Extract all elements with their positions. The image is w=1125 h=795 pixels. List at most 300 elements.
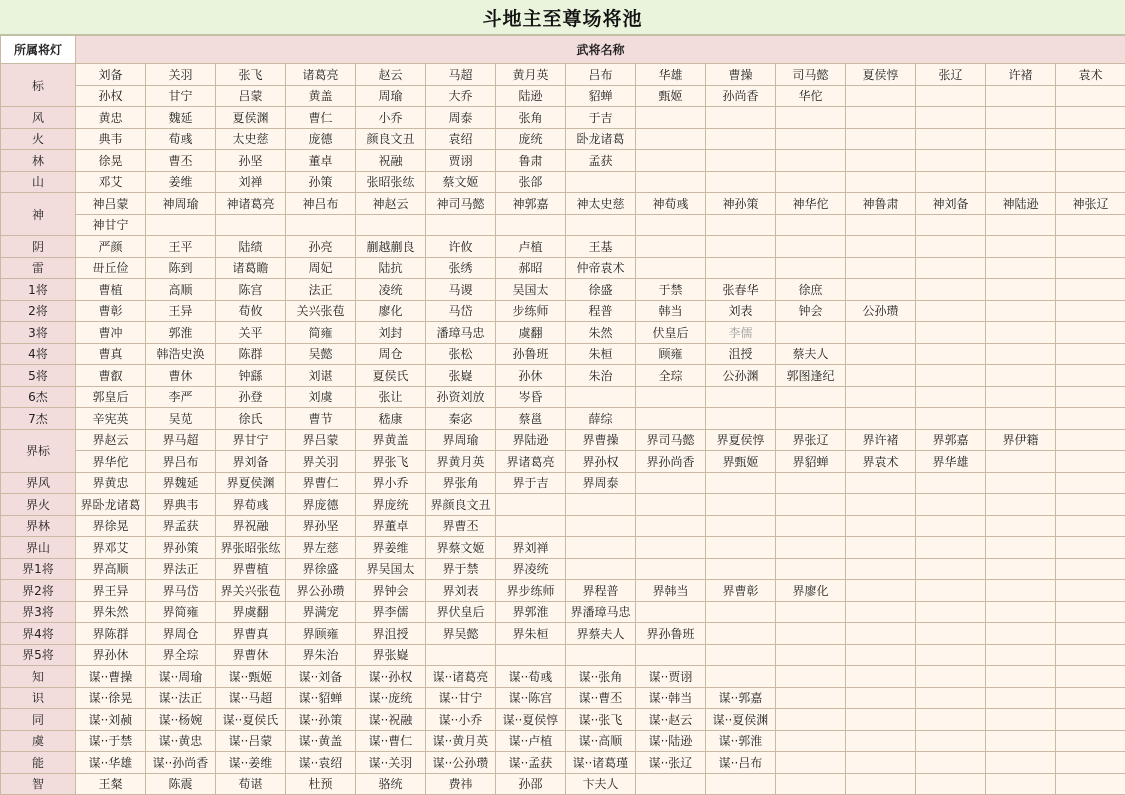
hero-cell[interactable] <box>1056 343 1125 365</box>
hero-cell[interactable]: 谋··曹操 <box>76 666 146 688</box>
hero-cell[interactable] <box>426 644 496 666</box>
hero-cell[interactable]: 谋··卢植 <box>496 730 566 752</box>
hero-cell[interactable]: 谋··夏侯惇 <box>496 709 566 731</box>
hero-cell[interactable] <box>566 515 636 537</box>
hero-cell[interactable] <box>706 128 776 150</box>
hero-cell[interactable]: 严颜 <box>76 236 146 258</box>
hero-cell[interactable] <box>916 214 986 236</box>
hero-cell[interactable]: 界郭嘉 <box>916 429 986 451</box>
hero-cell[interactable] <box>916 752 986 774</box>
hero-cell[interactable]: 周妃 <box>286 257 356 279</box>
hero-cell[interactable]: 韩浩史涣 <box>146 343 216 365</box>
hero-cell[interactable] <box>1056 279 1125 301</box>
hero-cell[interactable] <box>776 537 846 559</box>
hero-cell[interactable] <box>776 773 846 795</box>
hero-cell[interactable]: 曹仁 <box>286 107 356 129</box>
hero-cell[interactable]: 界周仓 <box>146 623 216 645</box>
hero-cell[interactable]: 张绣 <box>426 257 496 279</box>
hero-cell[interactable]: 谋··夏侯渊 <box>706 709 776 731</box>
hero-cell[interactable] <box>1056 709 1125 731</box>
category-cell[interactable]: 神 <box>1 193 76 236</box>
hero-cell[interactable]: 界高顺 <box>76 558 146 580</box>
column-header-category[interactable]: 所属将灯 <box>1 36 76 64</box>
hero-cell[interactable]: 秦宓 <box>426 408 496 430</box>
hero-cell[interactable]: 徐晃 <box>76 150 146 172</box>
hero-cell[interactable]: 薛综 <box>566 408 636 430</box>
hero-cell[interactable]: 颜良文丑 <box>356 128 426 150</box>
category-cell[interactable]: 1将 <box>1 279 76 301</box>
hero-cell[interactable]: 界法正 <box>146 558 216 580</box>
hero-cell[interactable] <box>776 128 846 150</box>
hero-cell[interactable]: 神太史慈 <box>566 193 636 215</box>
category-cell[interactable]: 智 <box>1 773 76 795</box>
hero-cell[interactable]: 谋··孟获 <box>496 752 566 774</box>
hero-cell[interactable] <box>986 408 1056 430</box>
hero-cell[interactable]: 卢植 <box>496 236 566 258</box>
hero-cell[interactable]: 曹叡 <box>76 365 146 387</box>
hero-cell[interactable] <box>706 558 776 580</box>
category-cell[interactable]: 界标 <box>1 429 76 472</box>
hero-cell[interactable]: 界黄忠 <box>76 472 146 494</box>
hero-cell[interactable]: 界朱然 <box>76 601 146 623</box>
hero-cell[interactable]: 刘谌 <box>286 365 356 387</box>
hero-cell[interactable]: 刘表 <box>706 300 776 322</box>
hero-cell[interactable] <box>1056 85 1125 107</box>
category-cell[interactable]: 雷 <box>1 257 76 279</box>
hero-cell[interactable]: 谋··华雄 <box>76 752 146 774</box>
hero-cell[interactable] <box>1056 236 1125 258</box>
hero-cell[interactable] <box>986 537 1056 559</box>
hero-cell[interactable] <box>846 171 916 193</box>
hero-cell[interactable]: 谋··甘宁 <box>426 687 496 709</box>
category-cell[interactable]: 界1将 <box>1 558 76 580</box>
category-cell[interactable]: 界风 <box>1 472 76 494</box>
hero-cell[interactable] <box>846 150 916 172</box>
hero-cell[interactable] <box>1056 365 1125 387</box>
hero-cell[interactable]: 界步练师 <box>496 580 566 602</box>
hero-cell[interactable]: 谋··杨婉 <box>146 709 216 731</box>
hero-cell[interactable] <box>846 214 916 236</box>
hero-cell[interactable] <box>986 666 1056 688</box>
hero-cell[interactable]: 界貂蝉 <box>776 451 846 473</box>
hero-cell[interactable] <box>986 107 1056 129</box>
hero-cell[interactable]: 马超 <box>426 64 496 86</box>
hero-cell[interactable] <box>1056 773 1125 795</box>
hero-cell[interactable]: 谋··荀彧 <box>496 666 566 688</box>
hero-cell[interactable]: 界周瑜 <box>426 429 496 451</box>
hero-cell[interactable]: 界魏延 <box>146 472 216 494</box>
hero-cell[interactable]: 关兴张苞 <box>286 300 356 322</box>
hero-cell[interactable] <box>986 300 1056 322</box>
hero-cell[interactable]: 吴懿 <box>286 343 356 365</box>
hero-cell[interactable] <box>846 558 916 580</box>
hero-cell[interactable] <box>916 644 986 666</box>
hero-cell[interactable]: 孙休 <box>496 365 566 387</box>
hero-cell[interactable]: 界刘备 <box>216 451 286 473</box>
hero-cell[interactable] <box>776 666 846 688</box>
hero-cell[interactable] <box>776 709 846 731</box>
hero-cell[interactable]: 界诸葛亮 <box>496 451 566 473</box>
hero-cell[interactable] <box>1056 322 1125 344</box>
hero-cell[interactable]: 貂蝉 <box>566 85 636 107</box>
hero-cell[interactable]: 界袁术 <box>846 451 916 473</box>
hero-cell[interactable]: 华佗 <box>776 85 846 107</box>
hero-cell[interactable]: 陈到 <box>146 257 216 279</box>
hero-cell[interactable]: 界典韦 <box>146 494 216 516</box>
hero-cell[interactable]: 界孙鲁班 <box>636 623 706 645</box>
hero-cell[interactable]: 谋··陆逊 <box>636 730 706 752</box>
hero-cell[interactable]: 徐庶 <box>776 279 846 301</box>
hero-cell[interactable] <box>916 386 986 408</box>
hero-cell[interactable]: 界陆逊 <box>496 429 566 451</box>
hero-cell[interactable]: 界孙策 <box>146 537 216 559</box>
hero-cell[interactable] <box>916 472 986 494</box>
hero-cell[interactable]: 界吴懿 <box>426 623 496 645</box>
hero-cell[interactable]: 界公孙瓒 <box>286 580 356 602</box>
hero-cell[interactable] <box>846 107 916 129</box>
hero-cell[interactable]: 谋··关羽 <box>356 752 426 774</box>
hero-cell[interactable] <box>916 257 986 279</box>
hero-cell[interactable] <box>916 601 986 623</box>
category-cell[interactable]: 能 <box>1 752 76 774</box>
hero-cell[interactable] <box>636 171 706 193</box>
hero-cell[interactable]: 界吕蒙 <box>286 429 356 451</box>
hero-cell[interactable]: 华雄 <box>636 64 706 86</box>
hero-cell[interactable]: 界周泰 <box>566 472 636 494</box>
hero-cell[interactable]: 伏皇后 <box>636 322 706 344</box>
hero-cell[interactable] <box>566 537 636 559</box>
hero-cell[interactable]: 谋··貂蝉 <box>286 687 356 709</box>
hero-cell[interactable]: 刘禅 <box>216 171 286 193</box>
hero-cell[interactable]: 夏侯氏 <box>356 365 426 387</box>
hero-cell[interactable]: 张郃 <box>496 171 566 193</box>
hero-cell[interactable]: 界张嶷 <box>356 644 426 666</box>
hero-cell[interactable]: 谋··公孙瓒 <box>426 752 496 774</box>
hero-cell[interactable]: 陈群 <box>216 343 286 365</box>
hero-cell[interactable] <box>776 752 846 774</box>
category-cell[interactable]: 3将 <box>1 322 76 344</box>
hero-cell[interactable]: 谋··高顺 <box>566 730 636 752</box>
hero-cell[interactable]: 神赵云 <box>356 193 426 215</box>
hero-cell[interactable] <box>1056 623 1125 645</box>
hero-cell[interactable] <box>986 752 1056 774</box>
hero-cell[interactable]: 界陈群 <box>76 623 146 645</box>
hero-cell[interactable]: 界张昭张纮 <box>216 537 286 559</box>
hero-cell[interactable] <box>916 709 986 731</box>
hero-cell[interactable] <box>636 128 706 150</box>
hero-cell[interactable]: 周仓 <box>356 343 426 365</box>
hero-cell[interactable]: 全琮 <box>636 365 706 387</box>
hero-cell[interactable] <box>496 515 566 537</box>
hero-cell[interactable]: 界全琮 <box>146 644 216 666</box>
hero-cell[interactable] <box>846 343 916 365</box>
hero-cell[interactable] <box>1056 386 1125 408</box>
hero-cell[interactable] <box>846 472 916 494</box>
hero-cell[interactable]: 廖化 <box>356 300 426 322</box>
hero-cell[interactable]: 钟会 <box>776 300 846 322</box>
hero-cell[interactable]: 界韩当 <box>636 580 706 602</box>
hero-cell[interactable]: 神周瑜 <box>146 193 216 215</box>
hero-cell[interactable]: 界蔡夫人 <box>566 623 636 645</box>
hero-cell[interactable]: 孙登 <box>216 386 286 408</box>
hero-cell[interactable] <box>916 623 986 645</box>
hero-cell[interactable]: 谋··郭嘉 <box>706 687 776 709</box>
hero-cell[interactable]: 周瑜 <box>356 85 426 107</box>
hero-cell[interactable]: 祝融 <box>356 150 426 172</box>
hero-cell[interactable] <box>916 687 986 709</box>
hero-cell[interactable]: 界夏侯渊 <box>216 472 286 494</box>
hero-cell[interactable]: 朱然 <box>566 322 636 344</box>
hero-cell[interactable]: 高顺 <box>146 279 216 301</box>
hero-cell[interactable]: 谋··庞统 <box>356 687 426 709</box>
hero-cell[interactable]: 界蔡文姬 <box>426 537 496 559</box>
hero-cell[interactable] <box>846 128 916 150</box>
hero-cell[interactable]: 界于禁 <box>426 558 496 580</box>
hero-cell[interactable]: 神甘宁 <box>76 214 146 236</box>
hero-cell[interactable]: 界朱治 <box>286 644 356 666</box>
category-cell[interactable]: 4将 <box>1 343 76 365</box>
hero-cell[interactable]: 郭淮 <box>146 322 216 344</box>
hero-cell[interactable] <box>706 515 776 537</box>
hero-cell[interactable]: 于吉 <box>566 107 636 129</box>
hero-cell[interactable] <box>986 580 1056 602</box>
hero-cell[interactable] <box>846 236 916 258</box>
hero-cell[interactable] <box>636 150 706 172</box>
hero-cell[interactable]: 界程普 <box>566 580 636 602</box>
hero-cell[interactable]: 李严 <box>146 386 216 408</box>
hero-cell[interactable]: 陆绩 <box>216 236 286 258</box>
hero-cell[interactable] <box>1056 644 1125 666</box>
hero-cell[interactable] <box>986 236 1056 258</box>
hero-cell[interactable] <box>846 257 916 279</box>
hero-cell[interactable] <box>986 730 1056 752</box>
hero-cell[interactable] <box>986 257 1056 279</box>
hero-cell[interactable]: 孙亮 <box>286 236 356 258</box>
hero-cell[interactable] <box>846 623 916 645</box>
hero-cell[interactable]: 陆抗 <box>356 257 426 279</box>
hero-cell[interactable]: 界曹仁 <box>286 472 356 494</box>
hero-cell[interactable] <box>706 537 776 559</box>
hero-cell[interactable]: 谋··韩当 <box>636 687 706 709</box>
hero-cell[interactable]: 界张飞 <box>356 451 426 473</box>
hero-cell[interactable] <box>636 537 706 559</box>
hero-cell[interactable]: 岑昏 <box>496 386 566 408</box>
hero-cell[interactable] <box>1056 730 1125 752</box>
hero-cell[interactable]: 谋··郭淮 <box>706 730 776 752</box>
hero-cell[interactable] <box>916 107 986 129</box>
hero-cell[interactable]: 张让 <box>356 386 426 408</box>
hero-cell[interactable]: 界虞翻 <box>216 601 286 623</box>
hero-cell[interactable] <box>706 494 776 516</box>
hero-cell[interactable]: 界荀彧 <box>216 494 286 516</box>
hero-cell[interactable] <box>846 537 916 559</box>
hero-cell[interactable] <box>986 601 1056 623</box>
hero-cell[interactable]: 谋··小乔 <box>426 709 496 731</box>
hero-cell[interactable]: 吴苋 <box>146 408 216 430</box>
hero-cell[interactable]: 荀攸 <box>216 300 286 322</box>
hero-cell[interactable]: 界吕布 <box>146 451 216 473</box>
hero-cell[interactable]: 程普 <box>566 300 636 322</box>
hero-cell[interactable] <box>706 644 776 666</box>
hero-cell[interactable]: 界姜维 <box>356 537 426 559</box>
hero-cell[interactable]: 董卓 <box>286 150 356 172</box>
hero-cell[interactable] <box>986 644 1056 666</box>
hero-cell[interactable] <box>986 472 1056 494</box>
hero-cell[interactable] <box>1056 150 1125 172</box>
hero-cell[interactable] <box>776 322 846 344</box>
hero-cell[interactable] <box>706 773 776 795</box>
hero-cell[interactable]: 孙鲁班 <box>496 343 566 365</box>
hero-cell[interactable] <box>1056 687 1125 709</box>
hero-cell[interactable] <box>986 515 1056 537</box>
category-cell[interactable]: 界山 <box>1 537 76 559</box>
hero-cell[interactable]: 谋··徐晃 <box>76 687 146 709</box>
hero-cell[interactable]: 庞德 <box>286 128 356 150</box>
hero-cell[interactable] <box>986 279 1056 301</box>
category-cell[interactable]: 5将 <box>1 365 76 387</box>
hero-cell[interactable]: 谋··曹仁 <box>356 730 426 752</box>
category-cell[interactable]: 界林 <box>1 515 76 537</box>
hero-cell[interactable]: 界李儒 <box>356 601 426 623</box>
hero-cell[interactable] <box>846 515 916 537</box>
hero-cell[interactable]: 界潘璋马忠 <box>566 601 636 623</box>
column-header-hero-names[interactable]: 武将名称 <box>76 36 1125 64</box>
hero-cell[interactable]: 界邓艾 <box>76 537 146 559</box>
hero-cell[interactable]: 界卧龙诸葛 <box>76 494 146 516</box>
hero-cell[interactable]: 孟获 <box>566 150 636 172</box>
hero-cell[interactable] <box>916 365 986 387</box>
hero-cell[interactable]: 谋··吕布 <box>706 752 776 774</box>
hero-cell[interactable]: 王平 <box>146 236 216 258</box>
hero-cell[interactable]: 夏侯惇 <box>846 64 916 86</box>
hero-cell[interactable] <box>916 666 986 688</box>
hero-cell[interactable] <box>776 236 846 258</box>
hero-cell[interactable] <box>1056 666 1125 688</box>
hero-cell[interactable]: 谋··祝融 <box>356 709 426 731</box>
hero-cell[interactable]: 步练师 <box>496 300 566 322</box>
hero-cell[interactable]: 孙策 <box>286 171 356 193</box>
hero-cell[interactable]: 韩当 <box>636 300 706 322</box>
category-cell[interactable]: 识 <box>1 687 76 709</box>
hero-cell[interactable]: 谋··诸葛瑾 <box>566 752 636 774</box>
hero-cell[interactable] <box>846 709 916 731</box>
hero-cell[interactable]: 神诸葛亮 <box>216 193 286 215</box>
hero-cell[interactable] <box>776 214 846 236</box>
hero-cell[interactable]: 黄月英 <box>496 64 566 86</box>
hero-cell[interactable] <box>846 773 916 795</box>
hero-cell[interactable]: 谋··马超 <box>216 687 286 709</box>
hero-cell[interactable]: 神司马懿 <box>426 193 496 215</box>
hero-cell[interactable]: 郭图逢纪 <box>776 365 846 387</box>
hero-cell[interactable]: 界孙休 <box>76 644 146 666</box>
hero-cell[interactable]: 神刘备 <box>916 193 986 215</box>
hero-cell[interactable]: 谋··法正 <box>146 687 216 709</box>
hero-cell[interactable]: 谋··周瑜 <box>146 666 216 688</box>
hero-cell[interactable]: 界曹真 <box>216 623 286 645</box>
hero-cell[interactable]: 界夏侯惇 <box>706 429 776 451</box>
hero-cell[interactable] <box>566 558 636 580</box>
category-cell[interactable]: 同 <box>1 709 76 731</box>
hero-cell[interactable]: 孙坚 <box>216 150 286 172</box>
hero-cell[interactable]: 典韦 <box>76 128 146 150</box>
hero-cell[interactable]: 曹植 <box>76 279 146 301</box>
hero-cell[interactable] <box>566 214 636 236</box>
hero-cell[interactable] <box>916 236 986 258</box>
hero-cell[interactable] <box>916 150 986 172</box>
hero-cell[interactable] <box>916 494 986 516</box>
hero-cell[interactable] <box>636 386 706 408</box>
hero-cell[interactable]: 界顾雍 <box>286 623 356 645</box>
hero-cell[interactable]: 界董卓 <box>356 515 426 537</box>
hero-cell[interactable]: 界王异 <box>76 580 146 602</box>
hero-cell[interactable] <box>776 644 846 666</box>
hero-cell[interactable]: 谋··夏侯氏 <box>216 709 286 731</box>
hero-cell[interactable]: 界孟获 <box>146 515 216 537</box>
hero-cell[interactable] <box>776 107 846 129</box>
hero-cell[interactable]: 界关羽 <box>286 451 356 473</box>
category-cell[interactable]: 界4将 <box>1 623 76 645</box>
hero-cell[interactable]: 郝昭 <box>496 257 566 279</box>
hero-cell[interactable]: 界曹彰 <box>706 580 776 602</box>
hero-cell[interactable] <box>776 150 846 172</box>
hero-cell[interactable]: 谋··刘赪 <box>76 709 146 731</box>
hero-cell[interactable] <box>846 365 916 387</box>
hero-cell[interactable]: 孙权 <box>76 85 146 107</box>
hero-cell[interactable] <box>986 171 1056 193</box>
hero-cell[interactable]: 曹彰 <box>76 300 146 322</box>
hero-cell[interactable]: 神吕布 <box>286 193 356 215</box>
hero-cell[interactable] <box>986 558 1056 580</box>
hero-cell[interactable] <box>846 494 916 516</box>
hero-cell[interactable]: 姜维 <box>146 171 216 193</box>
hero-cell[interactable] <box>1056 300 1125 322</box>
hero-cell[interactable] <box>496 644 566 666</box>
hero-cell[interactable] <box>846 85 916 107</box>
hero-cell[interactable] <box>706 150 776 172</box>
hero-cell[interactable] <box>706 623 776 645</box>
hero-cell[interactable]: 谋··孙尚香 <box>146 752 216 774</box>
hero-cell[interactable] <box>1056 601 1125 623</box>
hero-cell[interactable] <box>986 687 1056 709</box>
category-cell[interactable]: 风 <box>1 107 76 129</box>
hero-cell[interactable]: 谋··黄忠 <box>146 730 216 752</box>
hero-cell[interactable]: 蔡邕 <box>496 408 566 430</box>
hero-cell[interactable] <box>916 537 986 559</box>
hero-cell[interactable]: 界徐盛 <box>286 558 356 580</box>
hero-cell[interactable]: 界伏皇后 <box>426 601 496 623</box>
hero-cell[interactable]: 界关兴张苞 <box>216 580 286 602</box>
hero-cell[interactable] <box>636 257 706 279</box>
hero-cell[interactable]: 界司马懿 <box>636 429 706 451</box>
hero-cell[interactable]: 仲帝袁术 <box>566 257 636 279</box>
hero-cell[interactable] <box>1056 107 1125 129</box>
hero-cell[interactable] <box>706 386 776 408</box>
hero-cell[interactable]: 界庞德 <box>286 494 356 516</box>
hero-cell[interactable]: 孙资刘放 <box>426 386 496 408</box>
hero-cell[interactable]: 谋··甄姬 <box>216 666 286 688</box>
category-cell[interactable]: 6杰 <box>1 386 76 408</box>
hero-cell[interactable] <box>916 171 986 193</box>
hero-cell[interactable] <box>496 494 566 516</box>
hero-cell[interactable] <box>986 623 1056 645</box>
hero-cell[interactable]: 界曹休 <box>216 644 286 666</box>
hero-cell[interactable] <box>986 773 1056 795</box>
hero-cell[interactable]: 张松 <box>426 343 496 365</box>
hero-cell[interactable] <box>776 386 846 408</box>
hero-cell[interactable] <box>706 257 776 279</box>
hero-cell[interactable]: 王粲 <box>76 773 146 795</box>
hero-cell[interactable] <box>1056 257 1125 279</box>
